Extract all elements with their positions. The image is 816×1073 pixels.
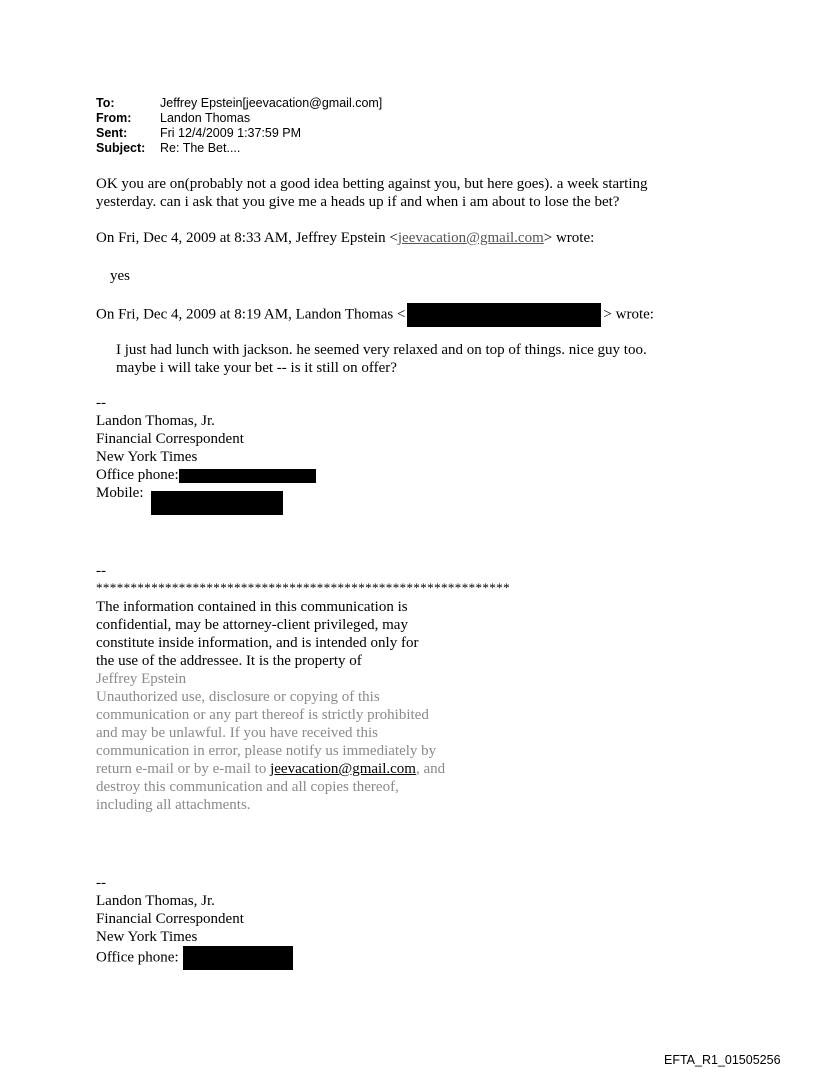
body-line-1: OK you are on(probably not a good idea betting against you, but here goes). a week starting	[96, 176, 648, 192]
quote-1-email-link[interactable]: jeevacation@gmail.com	[397, 230, 544, 246]
disclaimer-line: confidential, may be attorney-client privileged, may	[96, 617, 408, 633]
subject-row	[96, 141, 382, 156]
redaction-block	[179, 469, 316, 483]
disclaimer-return-line	[96, 760, 510, 778]
sent-value: Fri 12/4/2009 1:37:59 PM	[160, 126, 302, 140]
redaction-block	[407, 303, 601, 327]
quote-2-header	[96, 303, 654, 327]
signature-1-name: Landon Thomas, Jr.	[96, 413, 215, 429]
subject-value: Re: The Bet....	[160, 141, 241, 155]
message-body	[96, 175, 648, 211]
disclaimer-line: the use of the addressee. It is the property of	[96, 653, 362, 669]
disclaimer-line: destroy this communication and all copies thereof,	[96, 779, 399, 795]
signature-1-title: Financial Correspondent	[96, 431, 244, 447]
to-label: To:	[96, 96, 115, 110]
subject-label: Subject:	[96, 141, 146, 155]
quote-1-outro: > wrote:	[543, 230, 595, 246]
quote-2-body	[116, 341, 647, 377]
signature-2-office-row	[96, 946, 293, 970]
signature-2-name: Landon Thomas, Jr.	[96, 893, 215, 909]
sent-row	[96, 126, 382, 141]
document-id: EFTA_R1_01505256	[664, 1053, 781, 1067]
signature-2-office-label: Office phone:	[96, 949, 179, 966]
to-row	[96, 96, 382, 111]
signature-2-dash: --	[96, 875, 106, 891]
signature-1-office-row	[96, 466, 316, 484]
signature-2-title: Financial Correspondent	[96, 911, 244, 927]
quote-2-outro: > wrote:	[603, 306, 654, 323]
disclaimer-gray-text	[96, 670, 510, 814]
disclaimer-dash: --	[96, 563, 106, 579]
disclaimer-line: Unauthorized use, disclosure or copying of this	[96, 689, 380, 705]
signature-1-org: New York Times	[96, 449, 198, 465]
signature-2-org: New York Times	[96, 929, 198, 945]
signature-2	[96, 874, 293, 970]
disclaimer-line: communication in error, please notify us immediately by	[96, 743, 437, 759]
quote-2-line-2: maybe i will take your bet -- is it still on offer?	[116, 360, 397, 376]
disclaimer	[96, 562, 510, 814]
redaction-block	[151, 491, 283, 515]
disclaimer-line: The information contained in this communication is	[96, 599, 408, 615]
email-header	[96, 96, 382, 156]
quote-2-line-1: I just had lunch with jackson. he seemed very relaxed and on top of things. nice guy too.	[116, 342, 647, 358]
quote-1-intro: On Fri, Dec 4, 2009 at 8:33 AM, Jeffrey Epstein <	[96, 230, 398, 246]
quote-2-intro: On Fri, Dec 4, 2009 at 8:19 AM, Landon Thomas <	[96, 306, 406, 323]
disclaimer-line: Jeffrey Epstein	[96, 671, 187, 687]
disclaimer-line: communication or any part thereof is strictly prohibited	[96, 707, 429, 723]
signature-1-mobile-label: Mobile:	[96, 485, 144, 501]
quote-1-header	[96, 229, 594, 247]
signature-1-dash: --	[96, 395, 106, 411]
disclaimer-line: constitute inside information, and is intended only for	[96, 635, 419, 651]
disclaimer-email-link[interactable]: jeevacation@gmail.com	[270, 761, 416, 777]
from-row	[96, 111, 382, 126]
quote-1-reply: yes	[110, 268, 130, 284]
signature-1-office-label: Office phone:	[96, 467, 179, 483]
disclaimer-stars: ************************************************************	[96, 580, 510, 595]
disclaimer-return-prefix: return e-mail or by e-mail to	[96, 761, 271, 777]
disclaimer-line: and may be unlawful. If you have received this	[96, 725, 378, 741]
body-line-2: yesterday. can i ask that you give me a heads up if and when i am about to lose the bet?	[96, 194, 620, 210]
disclaimer-return-suffix: , and	[415, 761, 446, 777]
from-value: Landon Thomas	[160, 111, 251, 125]
to-value: Jeffrey Epstein[jeevacation@gmail.com]	[160, 96, 383, 110]
sent-label: Sent:	[96, 126, 128, 140]
redaction-block	[183, 946, 293, 970]
disclaimer-black-text	[96, 598, 510, 670]
from-label: From:	[96, 111, 132, 125]
signature-1	[96, 394, 316, 502]
disclaimer-line: including all attachments.	[96, 797, 251, 813]
